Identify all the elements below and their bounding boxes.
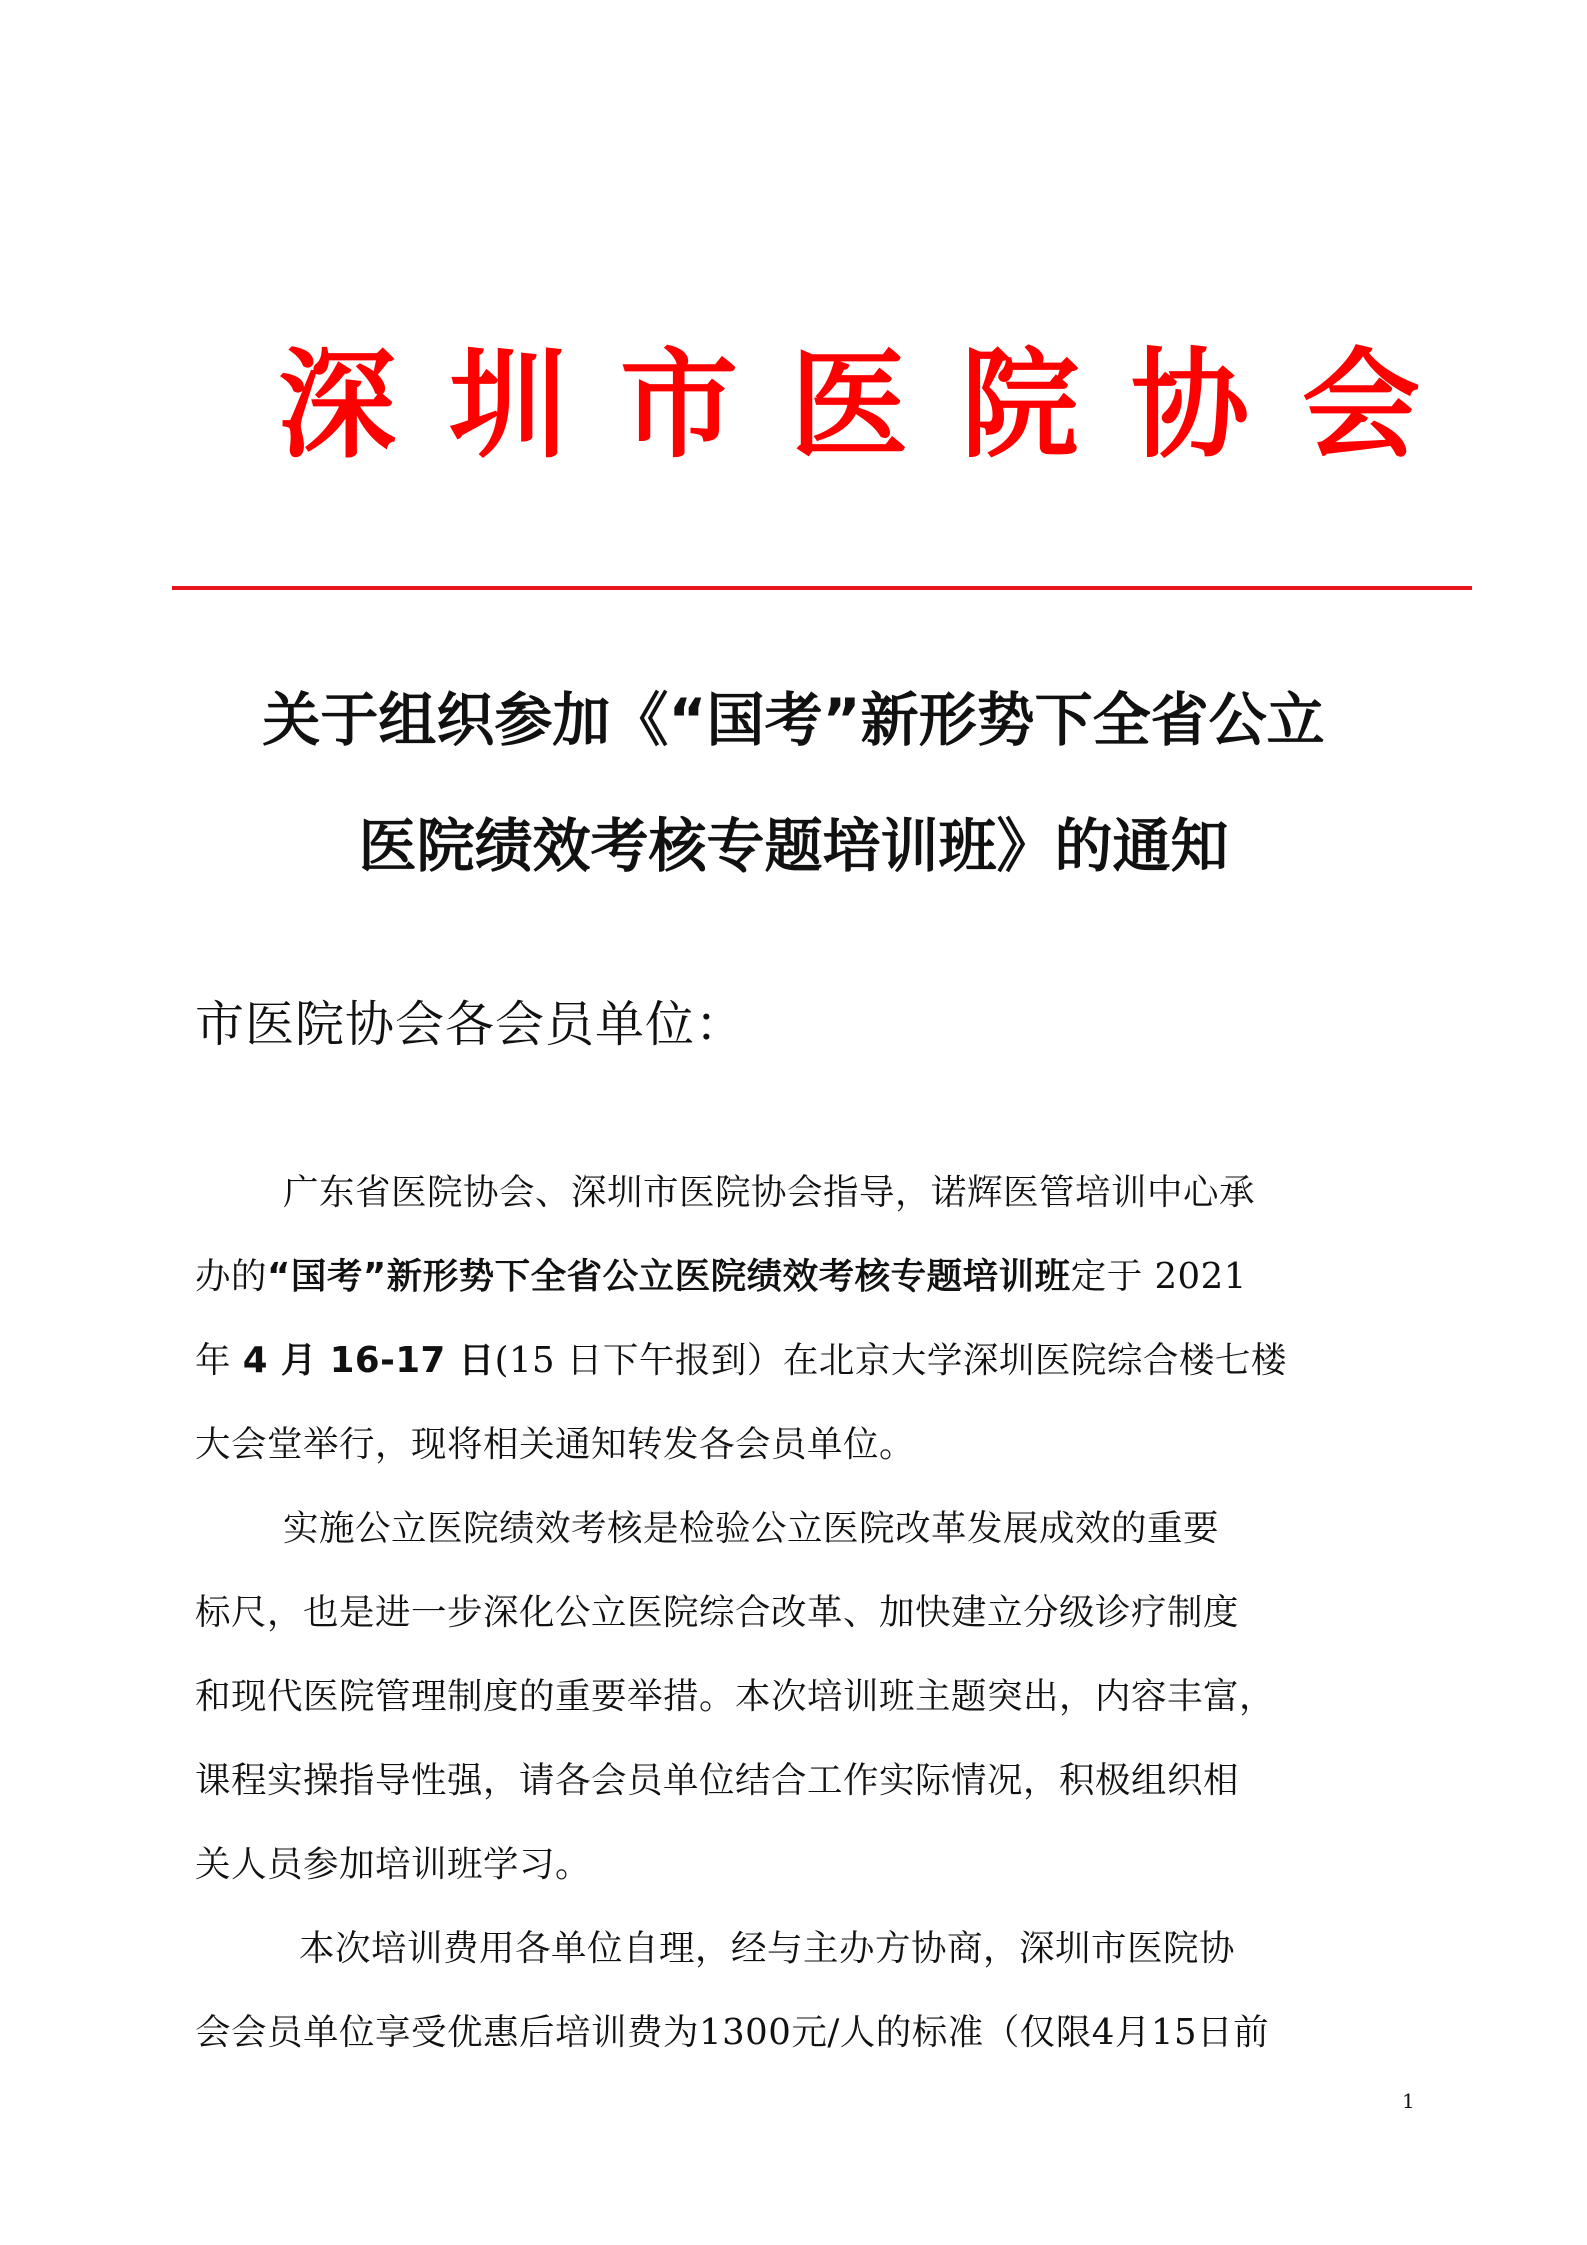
paragraph-1-line-2 [195, 1247, 1420, 1307]
salutation: 市医院协会各会员单位： [195, 996, 746, 1053]
event-date-bold: 4 月 16-17 日 [242, 1340, 495, 1381]
header-divider [172, 586, 1472, 590]
org-name-char: 院 [961, 336, 1080, 474]
document-title-line-1: 关于组织参加《“国考”新形势下全省公立 [262, 686, 1325, 754]
paragraph-3-line-2: 会会员单位享受优惠后培训费为1300元/人的标准（仅限4月15日前 [195, 2012, 1270, 2053]
paragraph-2-line-4: 课程实操指导性强，请各会员单位结合工作实际情况，积极组织相 [195, 1760, 1240, 1801]
org-name-char: 深 [278, 336, 397, 474]
org-name-char: 协 [1131, 336, 1250, 474]
org-name-char: 圳 [449, 336, 568, 474]
org-name-char: 医 [790, 336, 909, 474]
paragraph-1-line-4: 大会堂举行，现将相关通知转发各会员单位。 [195, 1424, 916, 1465]
org-name-header [0, 330, 1587, 480]
org-name-char: 会 [1302, 336, 1421, 474]
paragraph-1-line-1: 广东省医院协会、深圳市医院协会指导，诺辉医管培训中心承 [283, 1172, 1256, 1213]
paragraph-3-line-1: 本次培训费用各单位自理，经与主办方协商，深圳市医院协 [299, 1928, 1236, 1969]
paragraph-2-line-5: 关人员参加培训班学习。 [195, 1844, 592, 1885]
paragraph-2-line-3: 和现代医院管理制度的重要举措。本次培训班主题突出，内容丰富， [195, 1676, 1276, 1717]
text-segment: 年 [195, 1340, 243, 1381]
paragraph-2-line-1: 实施公立医院绩效考核是检验公立医院改革发展成效的重要 [283, 1508, 1220, 1549]
text-segment: 定于 2021 [1070, 1256, 1247, 1297]
training-name-bold: “国考”新形势下全省公立医院绩效考核专题培训班 [267, 1256, 1071, 1297]
paragraph-2-line-2: 标尺，也是进一步深化公立医院综合改革、加快建立分级诊疗制度 [195, 1592, 1240, 1633]
page-number: 1 [1402, 2089, 1415, 2113]
paragraph-1-line-3 [195, 1331, 1420, 1391]
org-name-char: 市 [620, 336, 739, 474]
document-title-line-2: 医院绩效考核专题培训班》的通知 [358, 812, 1229, 880]
text-segment: (15 日下午报到）在北京大学深圳医院综合楼七楼 [494, 1340, 1287, 1381]
text-segment: 办的 [195, 1256, 268, 1297]
